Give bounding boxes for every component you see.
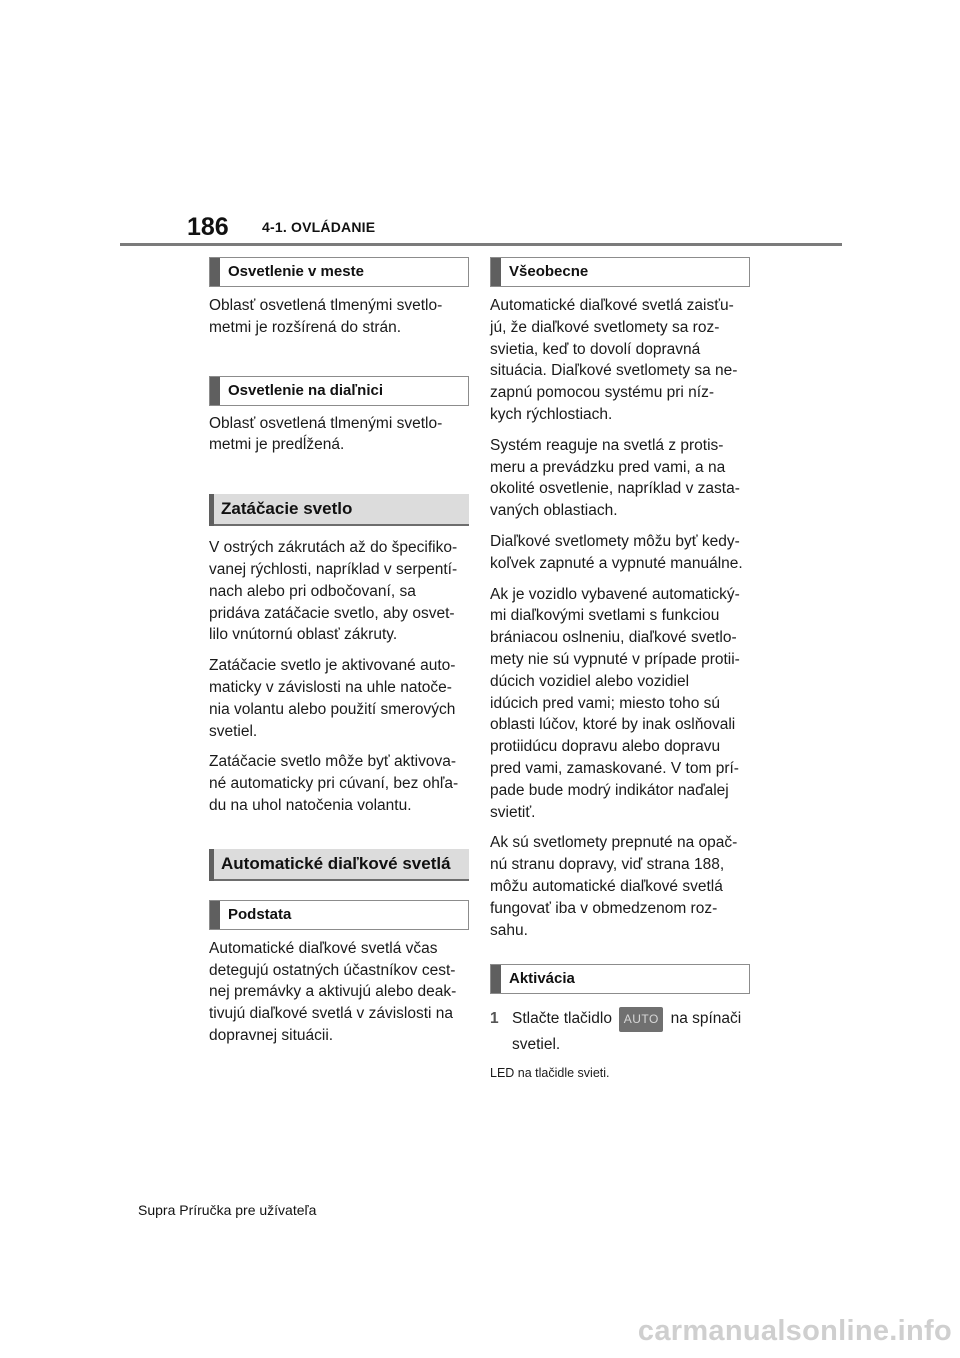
text-line: Zatáčacie svetlo je aktivované auto- — [209, 657, 456, 675]
subheading-text: Podstata — [228, 905, 292, 923]
section-marker — [209, 849, 214, 881]
text-line: Ak sú svetlomety prepnuté na opač- — [490, 834, 738, 852]
text-line: Zatáčacie svetlo môže byť aktivova- — [209, 753, 457, 771]
text-line: dopravnej situácii. — [209, 1026, 334, 1044]
note: LED na tlačidle svieti. — [490, 1065, 610, 1080]
text-line: metmi je rozšírená do strán. — [209, 318, 402, 336]
text-line: Automatické diaľkové svetlá zaisťu- — [490, 297, 734, 314]
subheading-marker — [210, 258, 220, 286]
text-line: Ak je vozidlo vybavené automatický- — [490, 585, 740, 603]
subheading-city-lighting — [209, 257, 469, 287]
section-heading-text: Zatáčacie svetlo — [221, 499, 353, 519]
paragraph — [490, 584, 750, 824]
step-text: svetiel. — [512, 1035, 561, 1053]
subheading-principle — [209, 900, 469, 930]
section-heading-text: Automatické diaľkové svetlá — [221, 853, 451, 873]
subheading-highway-lighting — [209, 376, 469, 406]
text-line: nach alebo pri odbočovaní, sa — [209, 582, 416, 600]
text-line: jú, že diaľkové svetlomety sa roz- — [490, 318, 720, 336]
text-line: fungovať iba v obmedzenom roz- — [490, 899, 718, 917]
paragraph — [209, 938, 469, 1047]
step-1 — [490, 1006, 750, 1056]
right-column — [490, 257, 750, 1082]
text-line: nia volantu alebo použití smerových — [209, 700, 456, 718]
paragraph — [209, 413, 469, 457]
subheading-marker — [491, 965, 501, 993]
text-line: vanej rýchlosti, napríklad v serpentí- — [209, 560, 458, 578]
paragraph — [490, 531, 750, 575]
text-line: okolité osvetlenie, napríklad v zasta- — [490, 480, 740, 498]
subheading-text: Všeobecne — [509, 263, 589, 280]
text-line: pade bude modrý indikátor naďalej — [490, 781, 729, 799]
text-line: Oblasť osvetlená tlmenými svetlo- — [209, 297, 443, 314]
text-line: dúcich vozidiel alebo vozidiel — [490, 672, 690, 690]
text-line: idúcich pred vami; miesto toho sú — [490, 694, 721, 712]
text-line: koľvek zapnuté a vypnuté manuálne. — [490, 554, 743, 572]
text-line: Oblasť osvetlená tlmenými svetlo- — [209, 414, 443, 432]
text-line: sahu. — [490, 921, 528, 939]
subheading-text: Osvetlenie v meste — [228, 263, 364, 280]
page-number: 186 — [187, 213, 229, 241]
text-line: Automatické diaľkové svetlá včas — [209, 939, 438, 957]
text-line: môžu automatické diaľkové svetlá — [490, 877, 723, 895]
text-line: Systém reaguje na svetlá z protis- — [490, 436, 724, 454]
subheading-marker — [491, 258, 501, 286]
text-line: nú stranu dopravy, viď strana 188, — [490, 856, 725, 874]
paragraph — [209, 751, 469, 816]
subheading-marker — [210, 901, 220, 929]
step-text: Stlačte tlačidlo — [512, 1010, 612, 1028]
subheading-general — [490, 257, 750, 287]
left-column — [209, 257, 469, 1047]
text-line: pridáva zatáčacie svetlo, aby osvet- — [209, 604, 455, 622]
text-line: metmi je predĺžená. — [209, 436, 345, 454]
auto-button-icon: AUTO — [619, 1007, 663, 1032]
step-number: 1 — [490, 1010, 499, 1028]
paragraph — [209, 295, 469, 339]
watermark: carmanualsonline.info — [637, 1315, 952, 1347]
text-line: né automaticky pri cúvaní, bez ohľa- — [209, 775, 459, 793]
text-line: tivujú diaľkové svetlá v závislosti na — [209, 1005, 454, 1023]
text-line: brániacou oslneniu, diaľkové svetlo- — [490, 629, 737, 647]
text-line: Diaľkové svetlomety môžu byť kedy- — [490, 532, 740, 550]
text-line: svietiť. — [490, 803, 536, 821]
subheading-marker — [210, 377, 220, 405]
text-line: oblasti lúčov, ktoré by inak oslňovali — [490, 716, 736, 734]
paragraph — [490, 832, 750, 941]
paragraph — [490, 435, 750, 522]
subheading-activation — [490, 964, 750, 994]
paragraph — [209, 655, 469, 742]
section-heading-auto-high-beams — [209, 849, 469, 881]
text-line: pred vami, zamaskované. V tom prí- — [490, 759, 739, 777]
text-line: V ostrých zákrutách až do špecifiko- — [209, 539, 458, 557]
text-line: nej premávky a aktivujú alebo deak- — [209, 983, 457, 1001]
subheading-text: Osvetlenie na diaľnici — [228, 381, 384, 399]
section-marker — [209, 494, 214, 526]
step-text: na spínači — [670, 1010, 742, 1028]
text-line: maticky v závislosti na uhle natoče- — [209, 678, 452, 696]
text-line: meru a prevádzku pred vami, a na — [490, 458, 726, 476]
section-heading-cornering-light — [209, 494, 469, 526]
footer-text: Supra Príručka pre užívateľa — [138, 1202, 317, 1218]
subheading-text: Aktivácia — [509, 970, 575, 988]
text-line: protiidúcu dopravu alebo dopravu — [490, 738, 721, 756]
text-line: kych rýchlostiach. — [490, 405, 613, 423]
header-rule — [120, 243, 842, 246]
text-line: du na uhol natočenia volantu. — [209, 796, 412, 814]
paragraph — [490, 295, 750, 426]
chapter-title: 4-1. OVLÁDANIE — [262, 219, 376, 235]
paragraph — [209, 537, 469, 646]
text-line: detegujú ostatných účastníkov cest- — [209, 961, 456, 979]
text-line: svietia, keď to dovolí dopravná — [490, 340, 701, 358]
text-line: vaných oblastiach. — [490, 502, 618, 520]
text-line: situácia. Diaľkové svetlomety sa ne- — [490, 362, 738, 380]
text-line: svetiel. — [209, 722, 258, 740]
text-line: mi diaľkovými svetlami s funkciou — [490, 607, 720, 625]
text-line: zapnú pomocou systému pri níz- — [490, 384, 714, 402]
text-line: mety nie sú vypnuté v prípade protii- — [490, 650, 740, 668]
text-line: lilo vnútornú oblasť zákruty. — [209, 626, 398, 644]
